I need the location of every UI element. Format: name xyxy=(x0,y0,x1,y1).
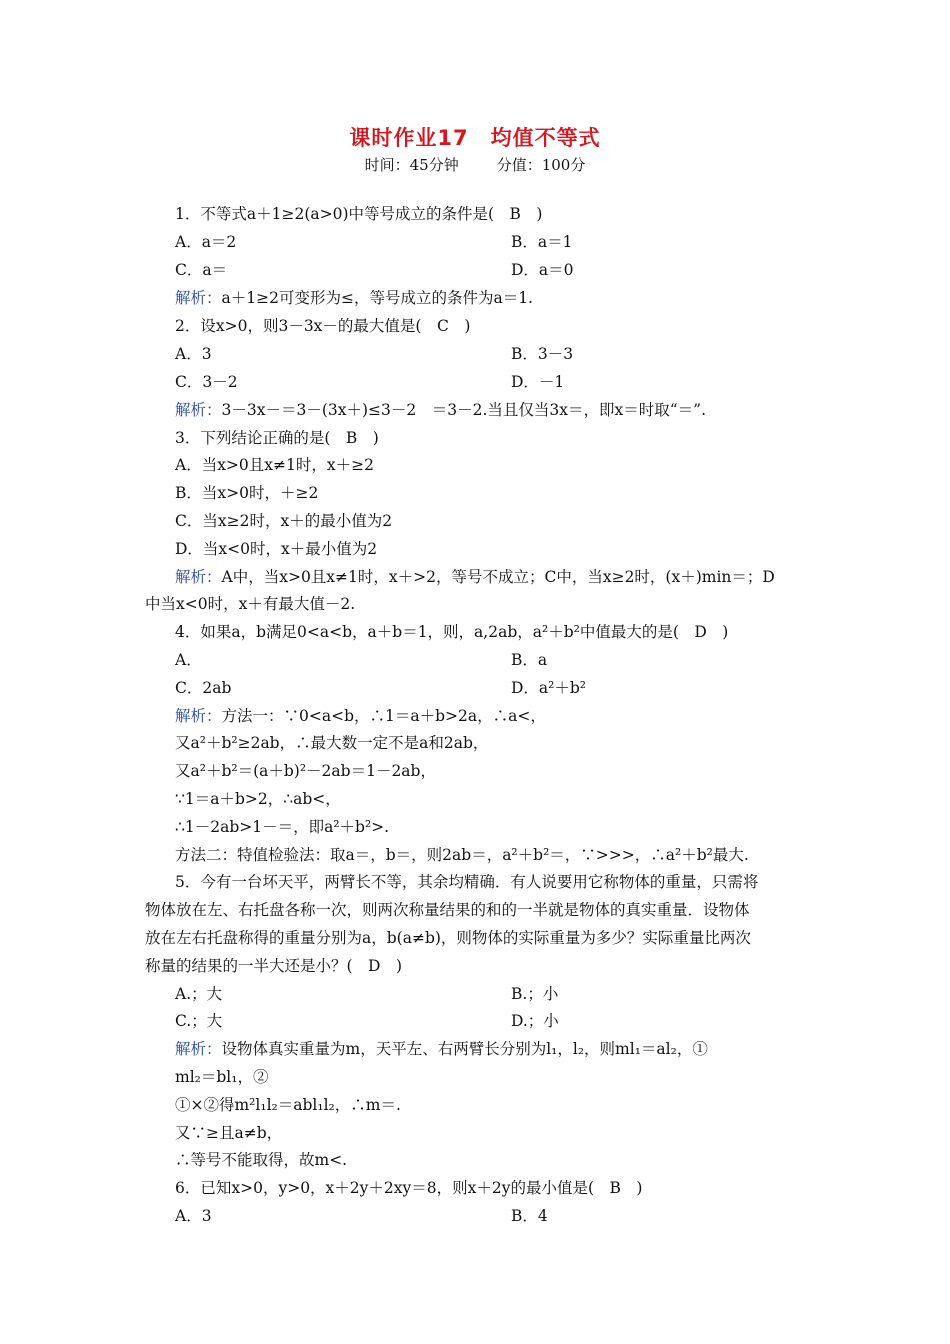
q5-option-b: B.；小 xyxy=(511,985,559,1003)
q2-option-a: A．3 xyxy=(175,345,212,363)
exam-meta xyxy=(0,154,950,175)
q5-analysis-text: 设物体真实重量为m，天平左、右两臂长分别为l₁，l₂，则ml₁＝al₂，① xyxy=(221,1040,708,1058)
q3-option-a: A．当x>0且x≠1时，x＋≥2 xyxy=(175,456,374,474)
q5-option-d: D.；小 xyxy=(511,1012,559,1030)
q5-stem-1: 5．今有一台坏天平，两臂长不等，其余均精确．有人说要用它称物体的重量，只需将 xyxy=(175,873,759,891)
q3-option-b: B．当x>0时，＋≥2 xyxy=(175,484,319,502)
q5-stem-3: 放在左右托盘称得的重量分别为a，b(a≠b)，则物体的实际重量为多少？实际重量比两次 xyxy=(145,929,751,947)
q3-analysis-1 xyxy=(175,565,775,587)
q2-option-d: D．－1 xyxy=(511,373,565,391)
q3-option-c: C．当x≥2时，x＋的最小值为2 xyxy=(175,512,393,530)
q5-stem-4: 称量的结果的一半大还是小？( D ) xyxy=(145,957,403,975)
q2-analysis-text: 3－3x－＝3－(3x＋)≤3－2 ＝3－2.当且仅当3x＝，即x＝时取“＝”. xyxy=(221,401,707,419)
q1-option-c: C．a＝ xyxy=(175,261,228,279)
q4-analysis-1 xyxy=(175,704,546,726)
analysis-label: 解析： xyxy=(175,401,222,419)
q3-stem: 3．下列结论正确的是( B ) xyxy=(175,429,379,447)
q4-option-a: A． xyxy=(175,651,202,669)
q6-option-b: B．4 xyxy=(511,1207,548,1225)
q4-analysis-5: ∴1－2ab>1－＝，即a²＋b²>. xyxy=(175,818,390,836)
total-score: 分值：100分 xyxy=(496,156,586,174)
page-title: 课时作业17 均值不等式 xyxy=(349,126,601,150)
q4-analysis-4: ∵1＝a＋b>2，∴ab<， xyxy=(175,790,341,808)
q1-stem: 1．不等式a＋1≥2(a>0)中等号成立的条件是( B ) xyxy=(175,205,543,223)
analysis-label: 解析： xyxy=(175,1040,222,1058)
q1-option-b: B．a＝1 xyxy=(511,233,573,251)
q5-stem-2: 物体放在左、右托盘各称一次，则两次称量结果的和的一半就是物体的真实重量．设物体 xyxy=(145,901,750,919)
q5-option-c: C.；大 xyxy=(175,1012,223,1030)
q1-option-d: D．a＝0 xyxy=(511,261,574,279)
analysis-label: 解析： xyxy=(175,707,222,725)
q5-analysis-1 xyxy=(175,1037,708,1059)
q1-option-a: A．a＝2 xyxy=(175,233,237,251)
q6-option-a: A．3 xyxy=(175,1207,212,1225)
q5-analysis-2: ml₂＝bl₁，② xyxy=(175,1068,269,1086)
q4-option-d: D．a²＋b² xyxy=(511,679,587,697)
q2-stem: 2．设x>0，则3－3x－的最大值是( C ) xyxy=(175,317,471,335)
q5-option-a: A.；大 xyxy=(175,985,223,1003)
analysis-label: 解析： xyxy=(175,568,222,586)
q2-option-c: C．3－2 xyxy=(175,373,238,391)
q3-analysis-text: A中，当x>0且x≠1时，x＋>2，等号不成立；C中，当x≥2时，(x＋)min＝；D xyxy=(221,568,775,586)
q6-stem: 6．已知x>0，y>0，x＋2y＋2xy＝8，则x＋2y的最小值是( B ) xyxy=(175,1179,643,1197)
q4-analysis-6: 方法二：特值检验法：取a＝，b＝，则2ab＝，a²＋b²＝，∵>>>，∴a²＋b²最大. xyxy=(175,846,749,864)
q1-analysis-text: a＋1≥2可变形为≤，等号成立的条件为a＝1. xyxy=(221,289,533,307)
q4-option-c: C．2ab xyxy=(175,679,232,697)
q2-analysis xyxy=(175,398,706,420)
q1-analysis xyxy=(175,286,533,308)
q3-option-d: D．当x<0时，x＋最小值为2 xyxy=(175,540,378,558)
q5-analysis-3: ①×②得m²l₁l₂＝abl₁l₂，∴m＝. xyxy=(175,1096,401,1114)
q2-option-b: B．3－3 xyxy=(511,345,574,363)
analysis-label: 解析： xyxy=(175,289,222,307)
q4-stem: 4．如果a，b满足0<a<b，a＋b＝1，则，a,2ab，a²＋b²中值最大的是( D ) xyxy=(175,623,729,641)
q5-analysis-4: 又∵≥且a≠b， xyxy=(175,1124,283,1142)
time-limit: 时间：45分钟 xyxy=(364,156,459,174)
q4-analysis-3: 又a²＋b²＝(a＋b)²－2ab＝1－2ab， xyxy=(175,762,436,780)
q4-option-b: B．a xyxy=(511,651,548,669)
q4-analysis-text: 方法一：∵0<a<b，∴1＝a＋b>2a，∴a<， xyxy=(221,707,546,725)
q3-analysis-2: 中当x<0时，x＋有最大值－2. xyxy=(145,595,356,613)
q4-analysis-2: 又a²＋b²≥2ab，∴最大数一定不是a和2ab， xyxy=(175,734,489,752)
q5-analysis-5: ∴等号不能取得，故m<. xyxy=(175,1151,348,1169)
